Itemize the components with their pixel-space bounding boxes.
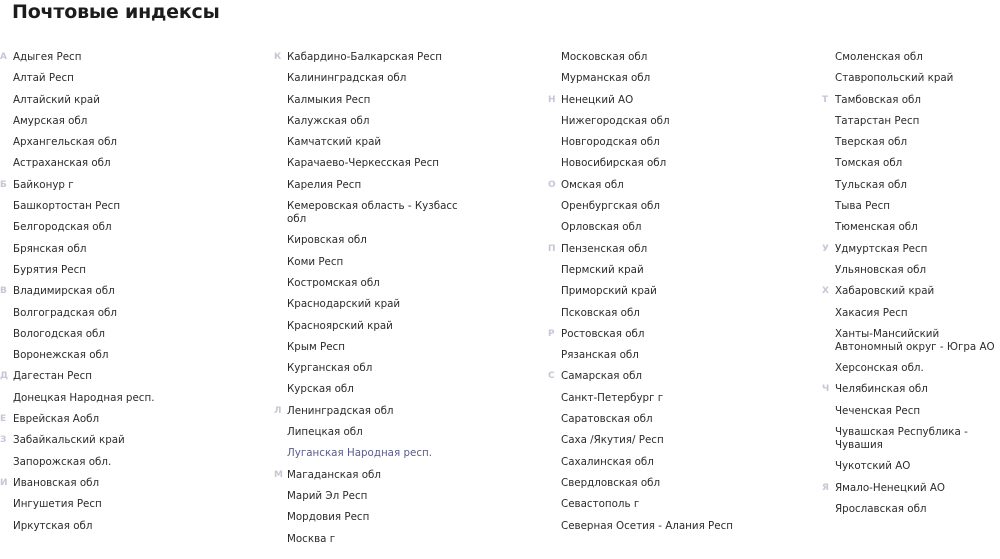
region-link[interactable] (0, 132, 250, 153)
region-name: Северная Осетия - Алания Респ (561, 519, 733, 532)
region-link[interactable] (274, 422, 524, 443)
region-name: Калужская обл (287, 114, 370, 127)
region-link[interactable] (274, 316, 524, 337)
region-name: Омская обл (561, 178, 624, 191)
region-name: Ленинградская обл (287, 404, 394, 417)
alphabet-letter: Я (822, 482, 829, 493)
region-link[interactable] (822, 303, 1000, 324)
region-link[interactable] (0, 345, 250, 366)
region-name: Кировская обл (287, 234, 367, 247)
region-link[interactable] (548, 473, 798, 494)
region-name: Смоленская обл (835, 51, 923, 63)
region-name: Архангельская обл (13, 136, 117, 149)
region-link[interactable] (0, 47, 250, 68)
region-link[interactable] (0, 239, 250, 260)
region-link[interactable] (274, 294, 524, 315)
region-name: Новгородская обл (561, 136, 660, 149)
alphabet-letter: Ч (822, 384, 830, 395)
region-link[interactable] (822, 153, 1000, 174)
region-name: Псковская обл (561, 306, 640, 319)
region-link[interactable] (274, 68, 524, 89)
region-name: Ямало-Ненецкий АО (835, 481, 946, 494)
region-name: Приморский край (561, 285, 657, 298)
alphabet-letter: У (822, 243, 829, 254)
region-name: Московская обл (561, 51, 648, 63)
region-link[interactable] (0, 430, 250, 451)
region-name: Алтай Респ (13, 72, 74, 85)
region-name: Ингушетия Респ (13, 498, 102, 511)
region-link[interactable] (0, 260, 250, 281)
region-link[interactable] (274, 196, 524, 230)
region-name: Ставропольский край (835, 72, 954, 85)
region-link[interactable] (548, 217, 798, 238)
region-link[interactable] (0, 68, 250, 89)
region-link[interactable] (822, 175, 1000, 196)
region-link[interactable] (274, 175, 524, 196)
region-name: Санкт-Петербург г (561, 391, 664, 404)
region-name: Тюменская обл (835, 221, 918, 234)
region-name: Хакасия Респ (835, 306, 908, 319)
region-name: Красноярский край (287, 319, 393, 332)
region-name: Запорожская обл. (13, 455, 112, 468)
region-link[interactable] (548, 239, 798, 260)
alphabet-letter: Р (548, 328, 555, 339)
region-name: Херсонская обл. (835, 362, 924, 375)
alphabet-letter: З (0, 435, 7, 446)
region-link[interactable] (822, 47, 1000, 68)
region-name: Челябинская обл (835, 383, 928, 396)
region-link[interactable] (822, 68, 1000, 89)
region-link[interactable] (822, 478, 1000, 499)
region-name: Курганская обл (287, 362, 373, 375)
region-link[interactable] (0, 473, 250, 494)
region-link[interactable] (548, 430, 798, 451)
region-link[interactable] (0, 452, 250, 473)
region-link[interactable] (548, 303, 798, 324)
region-link[interactable] (822, 260, 1000, 281)
region-link[interactable] (274, 153, 524, 174)
region-name: Тверская обл (835, 136, 908, 149)
region-column-2 (274, 47, 524, 550)
alphabet-letter: Б (0, 179, 7, 190)
region-name: Нижегородская обл (561, 114, 670, 127)
region-link[interactable] (822, 358, 1000, 379)
region-link[interactable] (274, 337, 524, 358)
region-name: Пензенская обл (561, 242, 648, 255)
region-name: Чукотский АО (835, 460, 911, 473)
region-link[interactable] (548, 409, 798, 430)
region-link[interactable] (548, 516, 798, 537)
region-link[interactable] (274, 111, 524, 132)
alphabet-letter: К (274, 52, 282, 62)
region-link[interactable] (822, 111, 1000, 132)
region-link[interactable] (274, 252, 524, 273)
region-name: Тыва Респ (835, 200, 891, 213)
region-link[interactable] (548, 90, 798, 111)
region-link[interactable] (0, 196, 250, 217)
region-link[interactable] (0, 153, 250, 174)
region-name: Карачаево-Черкесская Респ (287, 157, 440, 170)
region-name: Ярославская обл (835, 502, 927, 515)
region-name: Краснодарский край (287, 298, 401, 311)
region-name: Башкортостан Респ (13, 200, 121, 213)
region-name: Костромская обл (287, 276, 380, 289)
region-link[interactable] (0, 366, 250, 387)
region-name: Курская обл (287, 383, 354, 396)
region-name: Татарстан Респ (835, 114, 920, 127)
region-link[interactable] (0, 175, 250, 196)
region-link[interactable] (548, 68, 798, 89)
region-link[interactable] (822, 196, 1000, 217)
region-name: Магаданская обл (287, 468, 381, 481)
region-name: Чеченская Респ (835, 404, 921, 417)
region-link[interactable] (0, 516, 250, 537)
region-name: Саратовская обл (561, 413, 653, 426)
region-name: Ненецкий АО (561, 93, 634, 106)
region-name: Удмуртская Респ (835, 242, 928, 255)
region-link[interactable] (0, 324, 250, 345)
region-name: Камчатский край (287, 136, 382, 149)
alphabet-letter: Е (0, 414, 7, 425)
region-column-4 (822, 47, 1000, 520)
region-link[interactable] (822, 217, 1000, 238)
region-name: Вологодская обл (13, 327, 105, 340)
region-name: Забайкальский край (13, 434, 125, 447)
region-name: Мурманская обл (561, 72, 651, 85)
region-name: Бурятия Респ (13, 263, 86, 276)
alphabet-letter: Т (822, 94, 829, 105)
region-name: Белгородская обл (13, 221, 112, 234)
region-name: Тульская обл (835, 178, 907, 191)
region-link[interactable] (0, 494, 250, 515)
region-name: Астраханская обл (13, 157, 111, 170)
region-name: Луганская Народная респ. (287, 447, 433, 460)
region-link[interactable] (548, 153, 798, 174)
region-name: Калмыкия Респ (287, 93, 371, 106)
region-link[interactable] (822, 132, 1000, 153)
alphabet-letter: С (548, 371, 555, 382)
region-name: Брянская обл (13, 242, 87, 255)
region-name: Дагестан Респ (13, 370, 93, 383)
alphabet-letter: Д (0, 371, 9, 382)
region-name: Мордовия Респ (287, 511, 370, 524)
region-name: Новосибирская обл (561, 157, 667, 170)
region-link[interactable] (274, 486, 524, 507)
alphabet-letter: Х (822, 286, 829, 297)
region-name: Алтайский край (13, 93, 100, 106)
region-name: Калининградская обл (287, 72, 407, 85)
region-link[interactable] (822, 499, 1000, 520)
region-link[interactable] (548, 452, 798, 473)
region-name: Саха /Якутия/ Респ (561, 434, 664, 447)
region-name: Чувашская Республика - Чувашия (835, 426, 968, 452)
region-link[interactable] (548, 345, 798, 366)
region-link[interactable] (822, 90, 1000, 111)
region-name: Липецкая обл (287, 426, 363, 439)
region-name: Тамбовская обл (835, 93, 921, 106)
alphabet-letter: В (0, 286, 7, 297)
region-name: Москва г (287, 532, 336, 545)
region-name: Пермский край (561, 263, 644, 276)
region-column-1 (0, 47, 250, 537)
region-name: Кабардино-Балкарская Респ (287, 51, 442, 63)
region-name: Коми Респ (287, 255, 344, 268)
region-link[interactable] (548, 324, 798, 345)
region-link[interactable] (274, 507, 524, 528)
region-link[interactable] (822, 379, 1000, 400)
region-link[interactable] (548, 111, 798, 132)
region-link[interactable] (822, 324, 1000, 358)
region-name: Севастополь г (561, 498, 640, 511)
region-link[interactable] (548, 196, 798, 217)
region-name: Рязанская обл (561, 349, 639, 362)
region-name: Волгоградская обл (13, 306, 117, 319)
region-name: Ростовская обл (561, 327, 645, 340)
region-link[interactable] (548, 260, 798, 281)
region-name: Ивановская обл (13, 476, 100, 489)
region-link[interactable] (0, 281, 250, 302)
region-name: Ульяновская обл (835, 263, 927, 276)
region-link[interactable] (274, 132, 524, 153)
region-link[interactable] (274, 90, 524, 111)
region-link[interactable] (274, 47, 524, 68)
page-title: Почтовые индексы (12, 1, 220, 23)
region-name: Карелия Респ (287, 178, 362, 191)
region-name: Свердловская обл (561, 476, 661, 489)
region-link[interactable] (0, 409, 250, 430)
region-name: Оренбургская обл (561, 200, 660, 213)
region-link[interactable] (274, 358, 524, 379)
region-link[interactable] (548, 47, 798, 68)
region-link[interactable] (822, 239, 1000, 260)
alphabet-letter: Л (274, 405, 282, 416)
region-name: Адыгея Респ (13, 51, 82, 63)
alphabet-letter: М (274, 469, 283, 480)
region-link[interactable] (822, 281, 1000, 302)
region-name: Орловская обл (561, 221, 642, 234)
region-link[interactable] (274, 230, 524, 251)
region-link[interactable] (548, 132, 798, 153)
region-name: Хабаровский край (835, 285, 935, 298)
alphabet-letter: И (0, 477, 8, 488)
region-link[interactable] (274, 401, 524, 422)
alphabet-letter: Н (548, 94, 556, 105)
region-name: Воронежская обл (13, 349, 109, 362)
region-link[interactable] (274, 529, 524, 550)
region-link[interactable] (548, 494, 798, 515)
region-link[interactable] (548, 388, 798, 409)
region-name: Самарская обл (561, 370, 643, 383)
region-name: Ханты-Мансийский Автономный округ - Югра АО (835, 327, 995, 353)
region-link[interactable] (822, 401, 1000, 422)
alphabet-letter: П (548, 243, 556, 254)
region-name: Еврейская Аобл (13, 413, 100, 426)
region-link[interactable] (822, 422, 1000, 456)
region-link[interactable] (822, 456, 1000, 477)
region-link[interactable] (548, 366, 798, 387)
region-column-3 (548, 47, 798, 537)
region-link[interactable] (548, 175, 798, 196)
region-name: Байконур г (13, 178, 74, 191)
region-name: Кемеровская область - Кузбасс обл (287, 200, 458, 226)
alphabet-letter: А (0, 52, 7, 62)
region-name: Иркутская обл (13, 519, 93, 532)
region-link[interactable] (0, 217, 250, 238)
region-link[interactable] (548, 281, 798, 302)
region-name: Сахалинская обл (561, 455, 654, 468)
region-link[interactable] (0, 90, 250, 111)
region-link[interactable] (0, 388, 250, 409)
region-name: Амурская обл (13, 114, 88, 127)
region-link[interactable] (0, 111, 250, 132)
region-name: Марий Эл Респ (287, 489, 368, 502)
region-name: Владимирская обл (13, 285, 115, 298)
region-link[interactable] (274, 379, 524, 400)
region-link[interactable] (274, 443, 524, 464)
region-name: Крым Респ (287, 340, 345, 353)
region-name: Томская обл (835, 157, 903, 170)
region-link[interactable] (274, 273, 524, 294)
region-link[interactable] (274, 465, 524, 486)
region-name: Донецкая Народная респ. (13, 391, 155, 404)
region-link[interactable] (0, 303, 250, 324)
alphabet-letter: О (548, 179, 556, 190)
